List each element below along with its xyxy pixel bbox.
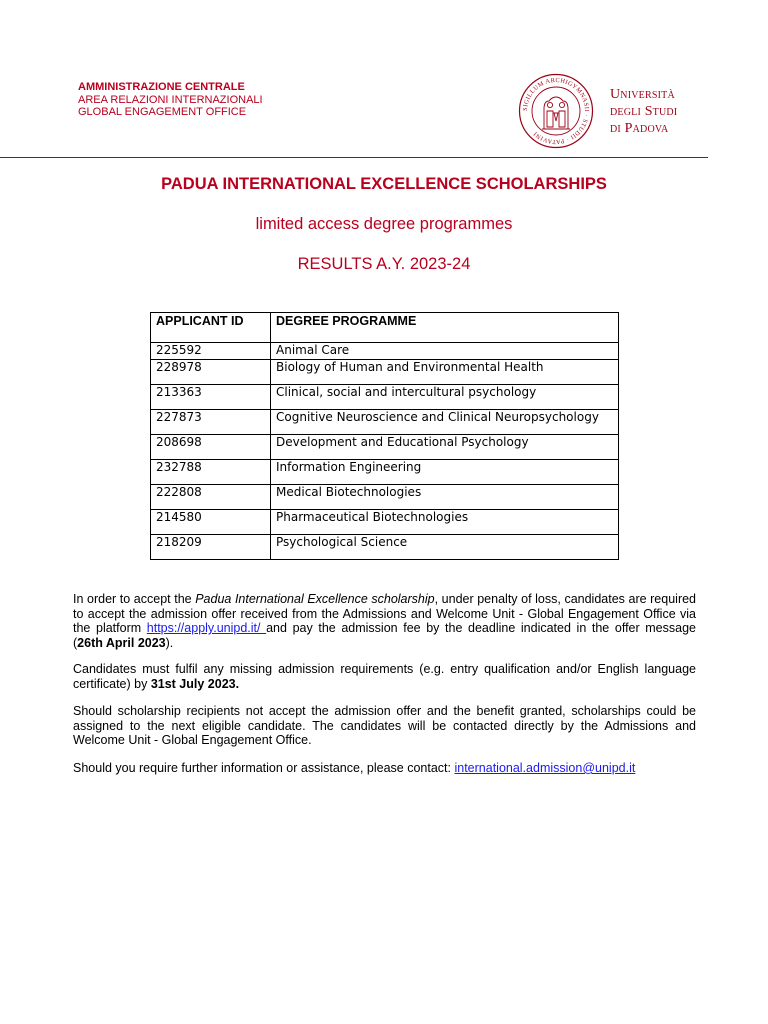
applicant-id-cell: 227873 [151, 410, 271, 435]
office-line-global: GLOBAL ENGAGEMENT OFFICE [78, 106, 247, 118]
degree-programme-cell: Biology of Human and Environmental Health [271, 360, 619, 385]
acceptance-deadline: 26th April 2023 [77, 635, 166, 650]
table-row [151, 360, 619, 385]
university-seal-logo [518, 73, 594, 149]
contact-paragraph [73, 761, 696, 776]
contact-text: Should you require further information or assistance, please contact: [73, 761, 455, 775]
table-row [151, 510, 619, 535]
acceptance-text-d: ). [165, 635, 174, 650]
document-subtitle: limited access degree programmes [255, 215, 513, 233]
table-row [151, 485, 619, 510]
contact-email-link[interactable]: international.admission@unipd.it [454, 761, 636, 775]
table-row [151, 343, 619, 360]
column-header-applicant-id: APPLICANT ID [151, 313, 271, 343]
degree-programme-cell: Clinical, social and intercultural psychology [271, 385, 619, 410]
degree-programme-cell: Cognitive Neuroscience and Clinical Neuropsychology [271, 410, 619, 435]
results-heading: RESULTS A.Y. 2023-24 [297, 255, 471, 273]
header-divider [0, 157, 708, 158]
applicant-id-cell: 228978 [151, 360, 271, 385]
svg-text:SIGILLUM ARCHIGYMNASII · STUDI: SIGILLUM ARCHIGYMNASII · STUDII · PATAVINI [521, 76, 591, 146]
university-name-line1: Università [610, 87, 675, 102]
office-line-central: AMMINISTRAZIONE CENTRALE [78, 81, 245, 93]
document-title: PADUA INTERNATIONAL EXCELLENCE SCHOLARSHIPS [161, 175, 607, 193]
applicant-id-cell: 232788 [151, 460, 271, 485]
applicant-id-cell: 225592 [151, 343, 271, 360]
office-line-area: AREA RELAZIONI INTERNAZIONALI [78, 93, 263, 106]
acceptance-text-a: In order to accept the [73, 592, 196, 606]
degree-programme-cell: Animal Care [271, 343, 619, 360]
university-name-line2: degli Studi [610, 104, 678, 119]
table-header-row [151, 313, 619, 343]
degree-programme-cell: Psychological Science [271, 535, 619, 560]
scholarship-name: Padua International Excellence scholarship [195, 592, 435, 606]
applicant-id-cell: 218209 [151, 535, 271, 560]
table-row [151, 460, 619, 485]
requirements-deadline: 31st July 2023. [150, 676, 240, 691]
table-row [151, 410, 619, 435]
acceptance-text-c: and pay the admission fee by the deadline indicated in the offer message ( [73, 621, 696, 650]
university-name [610, 86, 677, 137]
applicant-id-cell: 208698 [151, 435, 271, 460]
degree-programme-cell: Pharmaceutical Biotechnologies [271, 510, 619, 535]
table-row [151, 385, 619, 410]
results-table [150, 312, 619, 560]
reassignment-paragraph: Should scholarship recipients not accept the admission offer and the benefit granted, scholarships could be assigned to the next eligible candidate. The candidates will be contacted directly by the Admissions and Welcome Unit - Global Engagement Office. [73, 704, 696, 747]
applicant-id-cell: 214580 [151, 510, 271, 535]
acceptance-paragraph [73, 592, 696, 650]
applicant-id-cell: 213363 [151, 385, 271, 410]
column-header-degree-programme: DEGREE PROGRAMME [271, 313, 619, 343]
degree-programme-cell: Medical Biotechnologies [271, 485, 619, 510]
table-row [151, 435, 619, 460]
acceptance-text-b: , under penalty of loss, candidates are required to accept the admission offer received from the Admissions and Welcome Unit - Global Engagement Office via the platform [73, 592, 697, 635]
office-header [78, 81, 263, 119]
university-name-line3: di Padova [610, 121, 669, 136]
degree-programme-cell: Development and Educational Psychology [271, 435, 619, 460]
apply-platform-link[interactable]: https://apply.unipd.it/ [146, 621, 267, 635]
degree-programme-cell: Information Engineering [271, 460, 619, 485]
requirements-paragraph [73, 662, 696, 691]
table-row [151, 535, 619, 560]
requirements-text: Candidates must fulfil any missing admission requirements (e.g. entry qualification and/or English language certificate) by [73, 662, 696, 691]
applicant-id-cell: 222808 [151, 485, 271, 510]
